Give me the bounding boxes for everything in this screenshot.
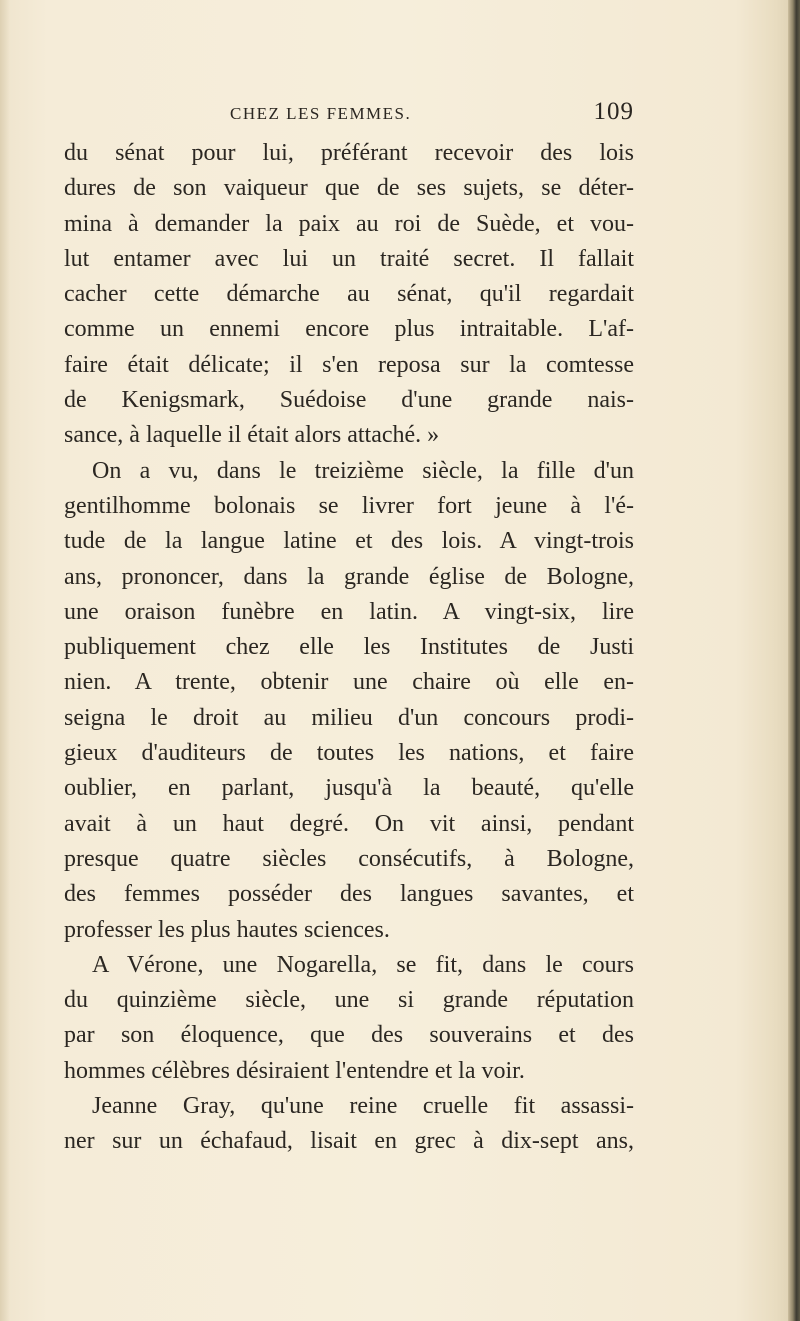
text-line: seigna le droit au milieu d'un concours prodi- — [64, 704, 634, 731]
text-line: presque quatre siècles consécutifs, à Bologne, — [64, 845, 634, 872]
page-number: 109 — [593, 98, 634, 125]
text-line: des femmes posséder des langues savantes, et — [64, 881, 634, 908]
text-line: de Kenigsmark, Suédoise d'une grande nais- — [64, 387, 634, 414]
text-line: Jeanne Gray, qu'une reine cruelle fit assassi- — [92, 1093, 634, 1120]
text-line: oublier, en parlant, jusqu'à la beauté, qu'elle — [64, 775, 634, 802]
text-line: publiquement chez elle les Institutes de Justi — [64, 634, 634, 661]
page-left-shadow — [0, 0, 10, 1321]
body-text — [64, 136, 634, 1160]
running-head-title: CHEZ LES FEMMES. — [230, 104, 412, 123]
text-line: faire était délicate; il s'en reposa sur la comtesse — [64, 351, 634, 378]
text-line: ans, prononcer, dans la grande église de Bologne, — [64, 563, 634, 590]
text-line: lut entamer avec lui un traité secret. Il fallait — [64, 245, 634, 272]
text-line: nien. A trente, obtenir une chaire où elle en- — [64, 669, 634, 696]
text-line: comme un ennemi encore plus intraitable. L'af- — [64, 316, 634, 343]
text-line: par son éloquence, que des souverains et des — [64, 1022, 634, 1049]
text-line: gentilhomme bolonais se livrer fort jeune à l'é- — [64, 492, 634, 519]
text-line: A Vérone, une Nogarella, se fit, dans le cours — [92, 951, 634, 978]
text-line: avait à un haut degré. On vit ainsi, pendant — [64, 810, 634, 837]
text-line: hommes célèbres désiraient l'entendre et la voir. — [64, 1057, 525, 1084]
text-line: sance, à laquelle il était alors attaché. » — [64, 422, 440, 449]
text-line: professer les plus hautes sciences. — [64, 916, 390, 943]
text-line: du sénat pour lui, préférant recevoir des lois — [64, 140, 634, 166]
text-line: dures de son vaiqueur que de ses sujets, se déter- — [64, 175, 634, 202]
text-line: tude de la langue latine et des lois. A vingt-trois — [64, 528, 634, 555]
page-binding-edge — [788, 0, 800, 1321]
text-line: mina à demander la paix au roi de Suède, et vou- — [64, 210, 634, 237]
text-line: ner sur un échafaud, lisait en grec à dix-sept ans, — [64, 1128, 634, 1155]
running-head — [64, 98, 634, 132]
text-line: gieux d'auditeurs de toutes les nations, et faire — [64, 740, 634, 767]
text-line: cacher cette démarche au sénat, qu'il regardait — [64, 281, 634, 308]
text-line: du quinzième siècle, une si grande réputation — [64, 987, 634, 1014]
text-line: une oraison funèbre en latin. A vingt-six, lire — [64, 598, 634, 625]
text-line: On a vu, dans le treizième siècle, la fille d'un — [92, 457, 634, 484]
